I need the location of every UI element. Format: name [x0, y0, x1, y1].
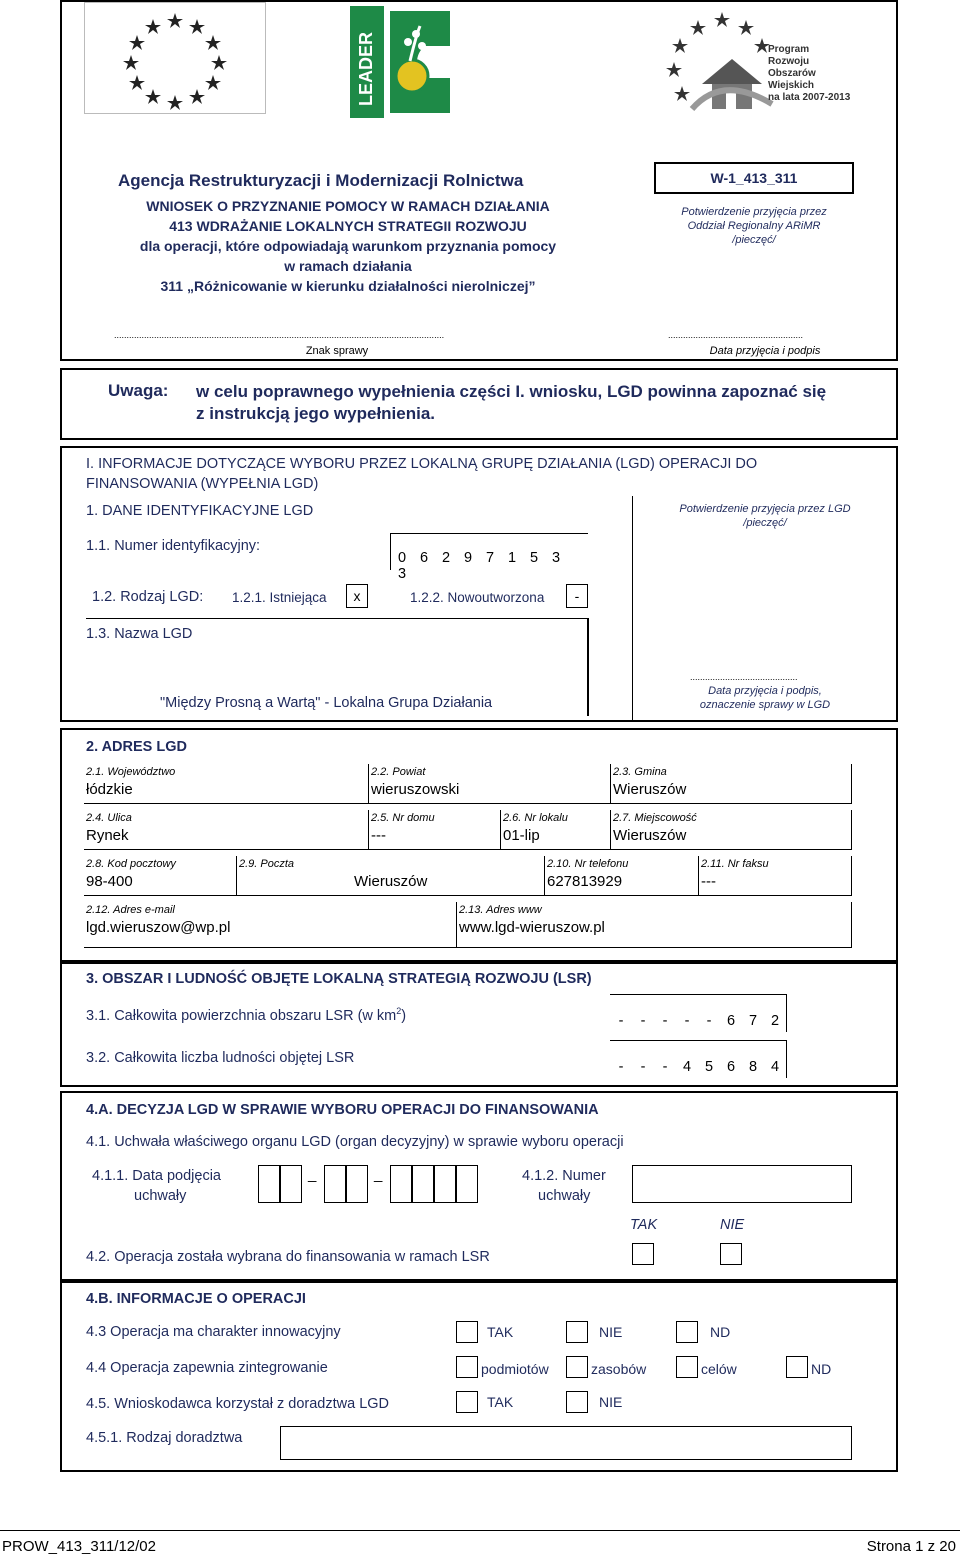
id-number-field[interactable] [390, 533, 588, 582]
nowo-checkbox[interactable] [566, 584, 588, 608]
istniejaca-checkbox[interactable] [346, 584, 368, 608]
q45-tak-label: TAK [487, 1394, 514, 1410]
email-value[interactable]: lgd.wieruszow@wp.pl [86, 919, 231, 936]
title-line: 413 WDRAŻANIE LOKALNYCH STRATEGII ROZWOJU [169, 218, 527, 234]
lgd-date-dots: ........................................... [690, 672, 798, 682]
date-year-4[interactable] [456, 1165, 478, 1203]
lgd-confirm-line: /pieczęć/ [743, 517, 787, 529]
date-day-2[interactable] [280, 1165, 302, 1203]
section3-title: 3. OBSZAR I LUDNOŚĆ OBJĘTE LOKALNĄ STRATEGIĄ ROZWOJU (LSR) [86, 971, 592, 987]
uchwala-label: 4.1. Uchwała właściwego organu LGD (organ decyzyjny) w sprawie wyboru operacji [86, 1134, 624, 1150]
pop-field[interactable] [610, 1040, 787, 1078]
id-digit: 3 [397, 566, 407, 582]
q44-podmiotow-checkbox[interactable] [456, 1356, 478, 1378]
title-line: dla operacji, które odpowiadają warunkom przyznania pomocy [139, 238, 557, 254]
woj-label: 2.1. Województwo [86, 766, 176, 778]
data-podjecia-line: uchwały [134, 1188, 187, 1204]
lgd-date-line: Data przyjęcia i podpis, [708, 685, 822, 697]
divider [500, 810, 501, 850]
date-year-1[interactable] [390, 1165, 412, 1203]
pop-label: 3.2. Całkowita liczba ludności objętej LSR [86, 1050, 355, 1066]
pop-digit: - [662, 1059, 668, 1075]
area-label [86, 1006, 406, 1024]
q45-tak-checkbox[interactable] [456, 1391, 478, 1413]
dom-value[interactable]: --- [371, 827, 386, 844]
q43-label: 4.3 Operacja ma charakter innowacyjny [86, 1324, 341, 1340]
case-label: Znak sprawy [305, 345, 369, 357]
lokal-label: 2.6. Nr lokalu [503, 812, 568, 824]
pow-value[interactable]: wieruszowski [371, 781, 460, 798]
lgd-confirm [634, 502, 896, 530]
date-day-1[interactable] [258, 1165, 280, 1203]
poczta-label: 2.9. Poczta [239, 858, 295, 870]
prow-line: Wiejskich [768, 80, 815, 91]
prow-line: na lata 2007-2013 [768, 92, 851, 103]
address-row-1 [84, 764, 852, 804]
q44-podmiotow-label: podmiotów [481, 1361, 549, 1377]
lgd-confirm-line: Potwierdzenie przyjęcia przez LGD [679, 503, 851, 515]
confirm-line: Oddział Regionalny ARiMR [687, 220, 821, 232]
pop-digit: 6 [726, 1059, 736, 1075]
pop-digit: 4 [682, 1059, 692, 1075]
doradztwo-field[interactable] [280, 1426, 852, 1460]
note-label: Uwaga: [108, 381, 169, 400]
nazwa-label: 1.3. Nazwa LGD [86, 626, 193, 642]
email-label: 2.12. Adres e-mail [86, 904, 175, 916]
area-digit: - [662, 1013, 668, 1029]
note-text [196, 381, 826, 425]
wybrana-tak-checkbox[interactable] [632, 1243, 654, 1265]
q44-nd-checkbox[interactable] [786, 1356, 808, 1378]
id-digit: 9 [463, 550, 473, 566]
q44-celow-label: celów [701, 1361, 737, 1377]
gmina-value[interactable]: Wieruszów [613, 781, 687, 798]
form-code-text: W-1_413_311 [710, 170, 798, 186]
note-line: z instrukcją jego wypełnienia. [196, 404, 436, 423]
miejsc-value[interactable]: Wieruszów [613, 827, 687, 844]
area-digit: - [706, 1013, 712, 1029]
agency-name: Agencja Restrukturyzacji i Modernizacji Rolnictwa [118, 171, 524, 190]
id-digit: 3 [551, 550, 561, 566]
section1-title [86, 454, 757, 494]
fax-label: 2.11. Nr faksu [701, 858, 769, 870]
id-digit: 2 [441, 550, 451, 566]
divider [236, 856, 237, 896]
date-dots: ...................................................... [668, 330, 804, 340]
ulica-value[interactable]: Rynek [86, 827, 129, 844]
area-digit: 6 [726, 1013, 736, 1029]
istniejaca-label: 1.2.1. Istniejąca [232, 590, 327, 605]
section1-title-line: FINANSOWANIA (WYPEŁNIA LGD) [86, 476, 319, 492]
tel-label: 2.10. Nr telefonu [547, 858, 629, 870]
q43-nd-label: ND [710, 1324, 731, 1340]
nowo-mark: - [574, 588, 580, 604]
q45-label: 4.5. Wnioskodawca korzystał z doradztwa LGD [86, 1396, 390, 1412]
date-month-1[interactable] [324, 1165, 346, 1203]
q44-zasobow-label: zasobów [591, 1361, 647, 1377]
numer-uchwaly-label [522, 1166, 606, 1206]
title-line: 311 „Różnicowanie w kierunku działalności nierolniczej” [160, 278, 536, 294]
prow-line: Rozwoju [768, 56, 810, 67]
area-digit: - [640, 1013, 646, 1029]
nazwa-value: "Między Prosną a Wartą" - Lokalna Grupa Działania [160, 695, 493, 711]
title-line: w ramach działania [284, 258, 412, 274]
numer-uchwaly-line: 4.1.2. Numer [522, 1168, 606, 1184]
divider [368, 810, 369, 850]
lgd-date-label [640, 684, 890, 712]
wybrana-label: 4.2. Operacja została wybrana do finansowania w ramach LSR [86, 1249, 490, 1265]
pop-digit: 4 [770, 1059, 780, 1075]
address-row-2 [84, 810, 852, 850]
footer-code: PROW_413_311/12/02 [2, 1538, 156, 1555]
confirm-line: Potwierdzenie przyjęcia przez [681, 206, 827, 218]
gmina-label: 2.3. Gmina [613, 766, 667, 778]
id-label: 1.1. Numer identyfikacyjny: [86, 538, 261, 554]
wybrana-nie-checkbox[interactable] [720, 1243, 742, 1265]
prow-line: Program [768, 44, 810, 55]
area-digit: - [684, 1013, 690, 1029]
q45-nie-checkbox[interactable] [566, 1391, 588, 1413]
lgd-date-line: oznaczenie sprawy w LGD [699, 699, 831, 711]
address-title: 2. ADRES LGD [86, 739, 187, 755]
id-digit: 6 [419, 550, 429, 566]
kod-label: 2.8. Kod pocztowy [86, 858, 176, 870]
section4b-title: 4.B. INFORMACJE O OPERACJI [86, 1291, 306, 1307]
id-digit: 0 [397, 550, 407, 566]
q451-label: 4.5.1. Rodzaj doradztwa [86, 1430, 243, 1446]
area-digit: - [618, 1013, 624, 1029]
area-label-text: 3.1. Całkowita powierzchnia obszaru LSR (w km [86, 1007, 397, 1024]
date-label: Data przyjęcia i podpis [709, 345, 821, 357]
nowo-label: 1.2.2. Nowoutworzona [410, 590, 545, 605]
pop-digit: 8 [748, 1059, 758, 1075]
nie-label: NIE [720, 1217, 745, 1233]
q44-nd-label: ND [811, 1361, 832, 1377]
id-digit: 7 [485, 550, 495, 566]
q44-label: 4.4 Operacja zapewnia zintegrowanie [86, 1360, 328, 1376]
www-value[interactable]: www.lgd-wieruszow.pl [459, 919, 605, 936]
lgd-confirm-divider [632, 496, 633, 722]
tak-label: TAK [630, 1217, 658, 1233]
rodzaj-label: 1.2. Rodzaj LGD: [92, 589, 204, 605]
date-sep: _ [308, 1166, 317, 1183]
ulica-label: 2.4. Ulica [86, 812, 132, 824]
title-line: WNIOSEK O PRZYZNANIE POMOCY W RAMACH DZIAŁANIA [146, 198, 550, 214]
q43-tak-label: TAK [487, 1324, 514, 1340]
data-podjecia-label [92, 1166, 221, 1206]
q44-celow-checkbox[interactable] [676, 1356, 698, 1378]
form-code [654, 162, 854, 194]
pop-digit: - [618, 1059, 624, 1075]
footer-divider [0, 1530, 960, 1531]
tel-value[interactable]: 627813929 [547, 873, 623, 890]
q43-nie-label: NIE [599, 1324, 623, 1340]
fax-value[interactable]: --- [701, 873, 716, 890]
section1-title-line: I. INFORMACJE DOTYCZĄCE WYBORU PRZEZ LOKALNĄ GRUPĘ DZIAŁANIA (LGD) OPERACJI DO [86, 456, 758, 472]
pop-digit: 5 [704, 1059, 714, 1075]
date-year-3[interactable] [434, 1165, 456, 1203]
form-title [108, 196, 588, 296]
q43-tak-checkbox[interactable] [456, 1321, 478, 1343]
q43-nd-checkbox[interactable] [676, 1321, 698, 1343]
q45-nie-label: NIE [599, 1394, 623, 1410]
id-digit: 1 [507, 550, 517, 566]
divider [456, 902, 457, 948]
id-digit: 5 [529, 550, 539, 566]
area-field[interactable] [610, 994, 787, 1032]
q43-nie-checkbox[interactable] [566, 1321, 588, 1343]
area-digit: 7 [748, 1013, 758, 1029]
numer-uchwaly-field[interactable] [632, 1165, 852, 1203]
area-label-close: ) [401, 1007, 407, 1024]
poczta-value[interactable]: Wieruszów [354, 873, 428, 890]
divider [698, 856, 699, 896]
numer-uchwaly-line: uchwały [538, 1188, 591, 1204]
case-dots: .................................................................................................................................... [114, 330, 445, 340]
dane-label: 1. DANE IDENTYFIKACYJNE LGD [86, 503, 314, 519]
pow-label: 2.2. Powiat [371, 766, 426, 778]
footer-page: Strona 1 z 20 [866, 1538, 956, 1555]
aro-confirm [654, 205, 854, 247]
divider [610, 764, 611, 804]
area-label-sup: 2 [396, 1006, 402, 1016]
www-label: 2.13. Adres www [459, 904, 542, 916]
kod-value[interactable]: 98-400 [86, 873, 133, 890]
pop-digit: - [640, 1059, 646, 1075]
date-year-2[interactable] [412, 1165, 434, 1203]
section4a-title: 4.A. DECYZJA LGD W SPRAWIE WYBORU OPERACJI DO FINANSOWANIA [86, 1102, 599, 1118]
date-month-2[interactable] [346, 1165, 368, 1203]
dom-label: 2.5. Nr domu [371, 812, 435, 824]
divider [610, 810, 611, 850]
miejsc-label: 2.7. Miejscowość [613, 812, 697, 824]
confirm-line: /pieczęć/ [732, 234, 776, 246]
divider [544, 856, 545, 896]
prow-line: Obszarów [768, 68, 816, 79]
svg-text:LEADER: LEADER [356, 31, 376, 106]
divider [368, 764, 369, 804]
area-digit: 2 [770, 1013, 780, 1029]
lokal-value[interactable]: 01-lip [503, 827, 540, 844]
istniejaca-mark: x [353, 588, 361, 604]
q44-zasobow-checkbox[interactable] [566, 1356, 588, 1378]
date-sep: _ [374, 1166, 383, 1183]
woj-value[interactable]: łódzkie [86, 781, 133, 798]
note-line: w celu poprawnego wypełnienia części I. wniosku, LGD powinna zapoznać się [196, 382, 827, 401]
data-podjecia-line: 4.1.1. Data podjęcia [92, 1168, 221, 1184]
